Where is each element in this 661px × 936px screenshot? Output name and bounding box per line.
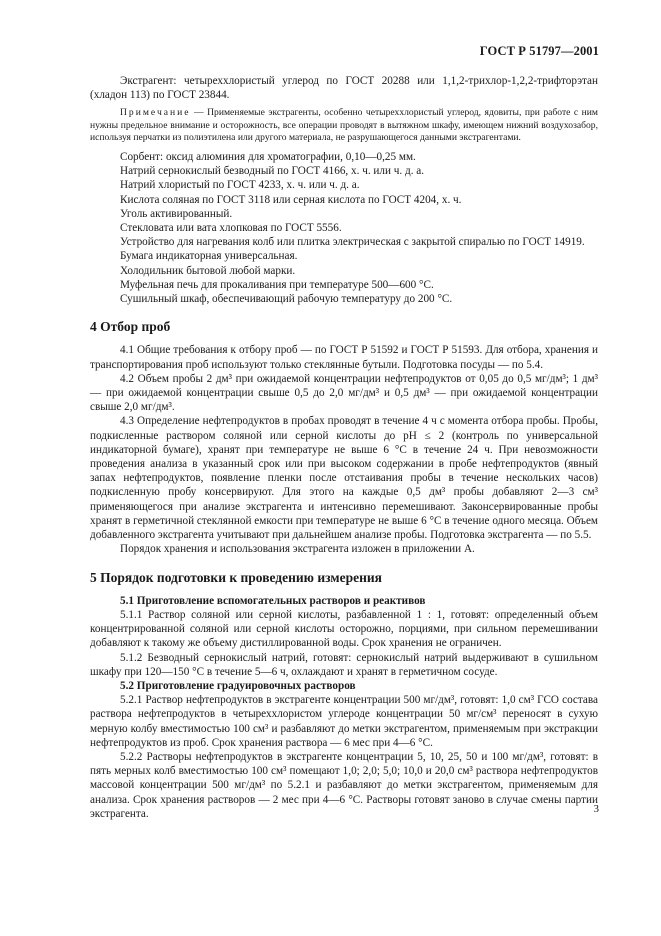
paragraph-5-2-2: 5.2.2 Растворы нефтепродуктов в экстрагенте концентрации 5, 10, 25, 50 и 100 мг/дм³, готовят: в пять мерных колб вместимостью 100 см³ помещают 1,0; 2,0; 5,0; 10,0 и 20,0 см³ раствора нефтепродуктов массовой концентрации 500 мг/дм³ по 5.2.1 и разбавляют до метки экстрагентом, применяемым для анализа. Срок хранения растворов — 2 мес при 4—6 °С. Растворы готовят заново в случае смены партии экстрагента. bbox=[90, 750, 598, 820]
material-item: Стекловата или вата хлопковая по ГОСТ 5556. bbox=[120, 222, 342, 235]
note-label: Примечание bbox=[120, 107, 191, 119]
material-item: Сушильный шкаф, обеспечивающий рабочую температуру до 200 °С. bbox=[120, 293, 453, 306]
paragraph-5-1-1: 5.1.1 Раствор соляной или серной кислоты, разбавленной 1 : 1, готовят: определенный объем концентрированной соляной или серной кислоты осторожно, порциями, при сильном перемешивании добавляют к такому же объему дистиллированной воды. Срок хранения не ограничен. bbox=[90, 608, 598, 650]
section-5-title: 5 Порядок подготовки к проведению измерения bbox=[90, 569, 382, 585]
material-item: Натрий сернокислый безводный по ГОСТ 4166, х. ч. или ч. д. а. bbox=[120, 165, 425, 178]
extragent-paragraph: Экстрагент: четыреххлористый углерод по ГОСТ 20288 или 1,1,2-трихлор-1,2,2-трифторэтан (хладон 113) по ГОСТ 23844. bbox=[90, 75, 598, 102]
material-item: Кислота соляная по ГОСТ 3118 или серная кислота по ГОСТ 4204, х. ч. bbox=[120, 193, 462, 206]
material-item: Уголь активированный. bbox=[120, 207, 233, 220]
material-item: Муфельная печь для прокаливания при температуре 500—600 °С. bbox=[120, 278, 434, 291]
note-paragraph bbox=[90, 107, 598, 144]
material-item: Натрий хлористый по ГОСТ 4233, х. ч. или ч. д. а. bbox=[120, 179, 360, 192]
paragraph-4-1: 4.1 Общие требования к отбору проб — по ГОСТ Р 51592 и ГОСТ Р 51593. Для отбора, хранения и транспортирования проб используют только стеклянные бутыли. Подготовка посуды — по 5.4. bbox=[90, 344, 598, 371]
subsection-5-1-title: 5.1 Приготовление вспомогательных растворов и реактивов bbox=[120, 594, 426, 607]
standard-header: ГОСТ Р 51797—2001 bbox=[479, 44, 599, 58]
paragraph-4-3: 4.3 Определение нефтепродуктов в пробах проводят в течение 4 ч с момента отбора пробы. Пробы, подкисленные раствором соляной или серной кислоты до pH ≤ 2 (контроль по универсальной индикаторной бумаге), хранят при температуре не выше 6 °С в течение 24 ч. При невозможности проведения анализа в указанный срок или при высоком содержании в пробе нефтепродуктов (явный запах нефтепродуктов, появление пленки после отстаивания пробы в течение нескольких часов) подкисленную пробу консервируют. Для этого на каждые 0,5 дм³ пробы добавляют 2—3 см³ применяющегося при анализе экстрагента и интенсивно перемешивают. Законсервированные пробы хранят в герметичной стеклянной емкости при температуре не выше 6 °С в течение одного месяца. Объем добавленного экстрагента учитывают при дальнейшем анализе пробы. Подготовка экстрагента — по 5.5. bbox=[90, 415, 598, 542]
section-4-title: 4 Отбор проб bbox=[90, 319, 171, 335]
material-item: Устройство для нагревания колб или плитка электрическая с закрытой спиралью по ГОСТ 14919. bbox=[120, 236, 585, 249]
material-item: Сорбент: оксид алюминия для хроматографии, 0,10—0,25 мм. bbox=[120, 151, 416, 164]
page-body bbox=[90, 74, 598, 821]
material-item: Бумага индикаторная универсальная. bbox=[120, 250, 298, 263]
paragraph-4-storage: Порядок хранения и использования экстрагента изложен в приложении А. bbox=[120, 543, 475, 556]
subsection-5-2-title: 5.2 Приготовление градуировочных растворов bbox=[120, 679, 356, 692]
paragraph-5-1-2: 5.1.2 Безводный сернокислый натрий, готовят: сернокислый натрий выдерживают в сушильном шкафу при 120—150 °С в течение 5—6 ч, охлаждают и хранят в герметичном сосуде. bbox=[90, 651, 598, 678]
page-number: 3 bbox=[593, 803, 599, 815]
material-item: Холодильник бытовой любой марки. bbox=[120, 264, 296, 277]
materials-list bbox=[90, 150, 598, 306]
note-text: — Применяемые экстрагенты, особенно четыреххлористый углерод, ядовиты, при работе с ним нужны предельное внимание и осторожность, все операции проводят в вытяжном шкафу, имеющем нижний воздухозабор, используя перчатки из полиэтилена или другого материала, не разрушающегося данными экстрагентами. bbox=[90, 107, 598, 143]
paragraph-5-2-1: 5.2.1 Раствор нефтепродуктов в экстрагенте концентрации 500 мг/дм³, готовят: 1,0 см³ ГСО состава раствора нефтепродуктов в четыреххлористом углероде концентрации 50 мг/см³ переносят в сухую мерную колбу вместимостью 100 см³ и разбавляют до метки экстрагентом, применяемым при экстракции нефтепродуктов из проб. Срок хранения раствора — 6 мес при 4—6 °С. bbox=[90, 694, 598, 749]
paragraph-4-2: 4.2 Объем пробы 2 дм³ при ожидаемой концентрации нефтепродуктов от 0,05 до 0,5 мг/дм³; 1 дм³ — при ожидаемой концентрации свыше 0,5 до 2,0 мг/дм³ и 0,5 дм³ — при ожидаемой концентрации свыше 2,0 мг/дм³. bbox=[90, 372, 598, 414]
